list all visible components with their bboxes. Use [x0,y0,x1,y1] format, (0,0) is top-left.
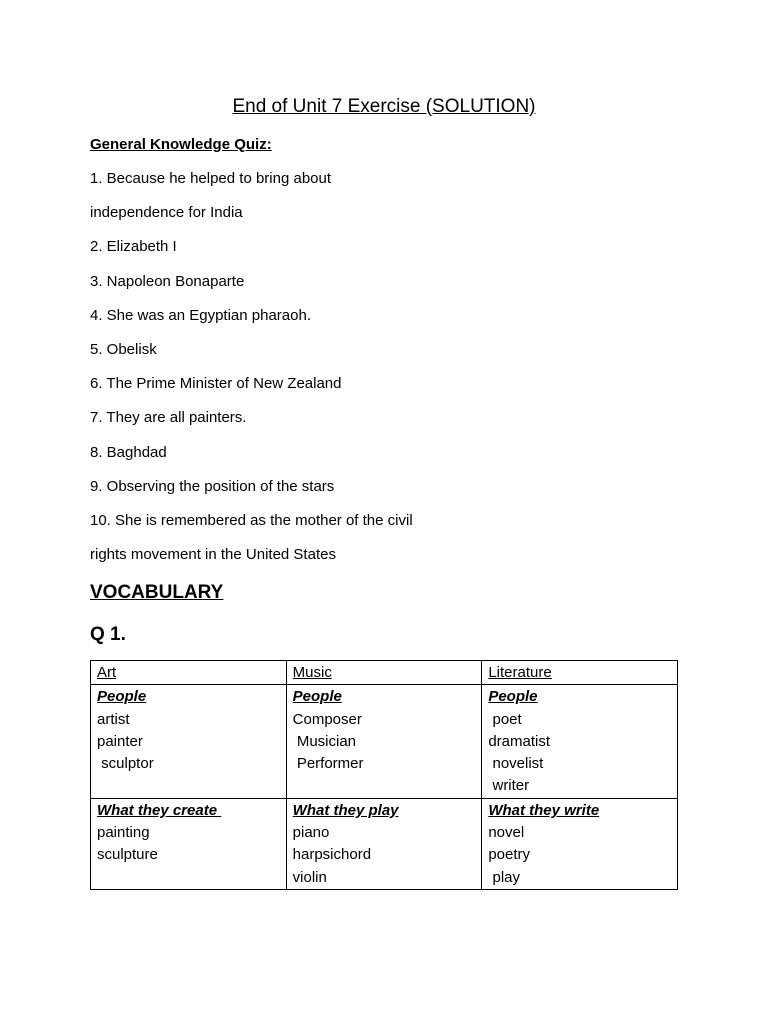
quiz-line: 10. She is remembered as the mother of the civil [90,511,413,529]
cell-subheading: What they write [488,801,600,819]
cell-subheading: What they play [292,801,399,819]
cell-line: painter [97,732,143,750]
cell-line: harpsichord [292,846,372,864]
cell-line: piano [292,824,330,842]
quiz-line: 1. Because he helped to bring about [90,170,332,187]
table-header-cell [91,661,287,685]
cell-subheading: People [292,688,342,706]
cell-line: violin [292,868,327,886]
table-cell [286,798,482,889]
quiz-line: rights movement in the United States [90,546,336,564]
quiz-answer-list [90,170,413,580]
cell-line: sculpture [97,846,158,864]
cell-line: sculptor [97,755,154,773]
cell-line: Performer [292,755,364,773]
cell-line: writer [488,777,530,795]
cell-line: novel [488,824,525,842]
cell-line: poet [488,710,522,728]
table-header-cell [286,661,482,685]
table-cell [91,798,287,889]
cell-line: dramatist [488,732,550,750]
table-header-cell [482,661,678,685]
cell-subheading: What they create [97,801,222,819]
table-row [91,685,678,798]
vocabulary-table [90,660,678,890]
table-header-row [91,661,678,685]
cell-line: play [488,868,520,886]
vocabulary-heading: VOCABULARY [90,582,224,603]
quiz-line: 7. They are all painters. [90,409,247,427]
table-cell [91,685,287,798]
cell-line: artist [97,710,130,728]
table-row [91,798,678,889]
header-music: Music [292,664,332,681]
quiz-line: 5. Obelisk [90,340,157,358]
document-title: End of Unit 7 Exercise (SOLUTION) [232,96,536,117]
table-cell [482,798,678,889]
cell-line: painting [97,824,150,842]
cell-line: Musician [292,732,357,750]
quiz-line: 8. Baghdad [90,443,167,461]
question-heading: Q 1. [90,624,126,645]
quiz-line: independence for India [90,204,243,222]
table-cell [286,685,482,798]
quiz-line: 9. Observing the position of the stars [90,477,335,495]
quiz-line: 2. Elizabeth I [90,238,177,256]
cell-subheading: People [97,688,147,706]
quiz-line: 6. The Prime Minister of New Zealand [90,375,342,393]
cell-line: novelist [488,755,544,773]
quiz-heading: General Knowledge Quiz: [90,136,272,153]
quiz-line: 4. She was an Egyptian pharaoh. [90,306,311,324]
quiz-line: 3. Napoleon Bonaparte [90,272,245,290]
header-literature: Literature [488,664,552,681]
table-cell [482,685,678,798]
header-art: Art [97,664,117,681]
cell-subheading: People [488,688,538,706]
cell-line: poetry [488,846,531,864]
cell-line: Composer [292,710,362,728]
